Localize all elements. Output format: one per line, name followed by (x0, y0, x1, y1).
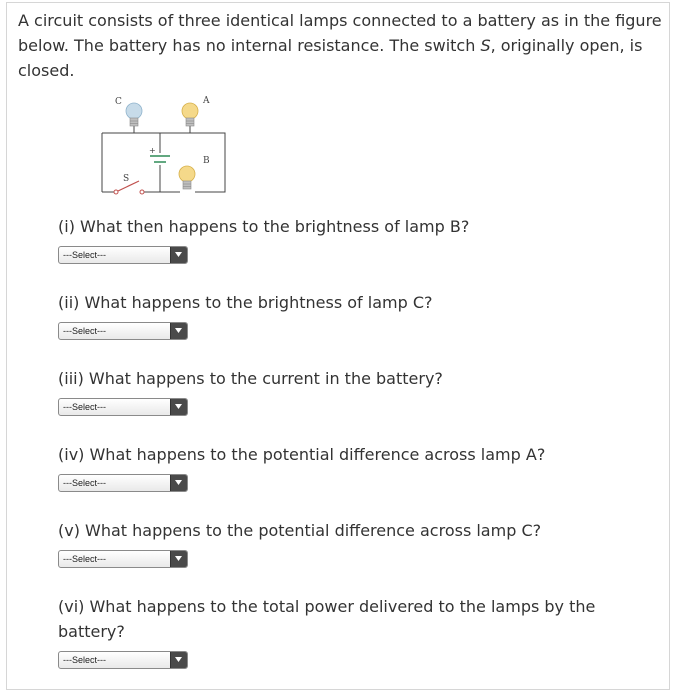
question-6: (vi) What happens to the total power delivered to the lamps by the battery? (58, 597, 596, 641)
lamp-b (179, 166, 195, 189)
lamp-a (182, 103, 198, 126)
question-1: (i) What then happens to the brightness of lamp B? (58, 217, 470, 236)
dropdown-arrow-icon (170, 652, 187, 668)
switch-variable: S (480, 36, 491, 55)
question-5: (v) What happens to the potential difference across lamp C? (58, 521, 542, 540)
select-value: ---Select--- (63, 478, 106, 488)
circuit-figure (92, 92, 234, 200)
dropdown-arrow-icon (170, 323, 187, 339)
lamp-a-label: A (203, 96, 210, 106)
answer-select-2[interactable] (58, 322, 188, 340)
select-value: ---Select--- (63, 402, 106, 412)
answer-select-1[interactable] (58, 246, 188, 264)
dropdown-arrow-icon (170, 551, 187, 567)
switch-s-label: S (123, 174, 130, 184)
lamp-c-label: C (115, 97, 122, 107)
battery (150, 156, 170, 162)
problem-statement (18, 8, 663, 83)
lamp-c (126, 103, 142, 126)
battery-plus-label: + (149, 146, 156, 155)
dropdown-arrow-icon (170, 399, 187, 415)
question-3: (iii) What happens to the current in the battery? (58, 369, 443, 388)
question-4: (iv) What happens to the potential difference across lamp A? (58, 445, 546, 464)
problem-text-part1: A circuit consists of three identical lamps connected to a battery as in the figure below. The battery has no internal resistance. The switch (18, 11, 662, 55)
select-value: ---Select--- (63, 250, 106, 260)
answer-select-4[interactable] (58, 474, 188, 492)
select-value: ---Select--- (63, 655, 106, 665)
answer-select-6[interactable] (58, 651, 188, 669)
select-value: ---Select--- (63, 554, 106, 564)
lamp-b-label: B (203, 156, 210, 166)
question-2: (ii) What happens to the brightness of lamp C? (58, 293, 433, 312)
dropdown-arrow-icon (170, 475, 187, 491)
problem-text-part2: , originally open, is closed. (18, 36, 643, 80)
dropdown-arrow-icon (170, 247, 187, 263)
answer-select-3[interactable] (58, 398, 188, 416)
select-value: ---Select--- (63, 326, 106, 336)
answer-select-5[interactable] (58, 550, 188, 568)
